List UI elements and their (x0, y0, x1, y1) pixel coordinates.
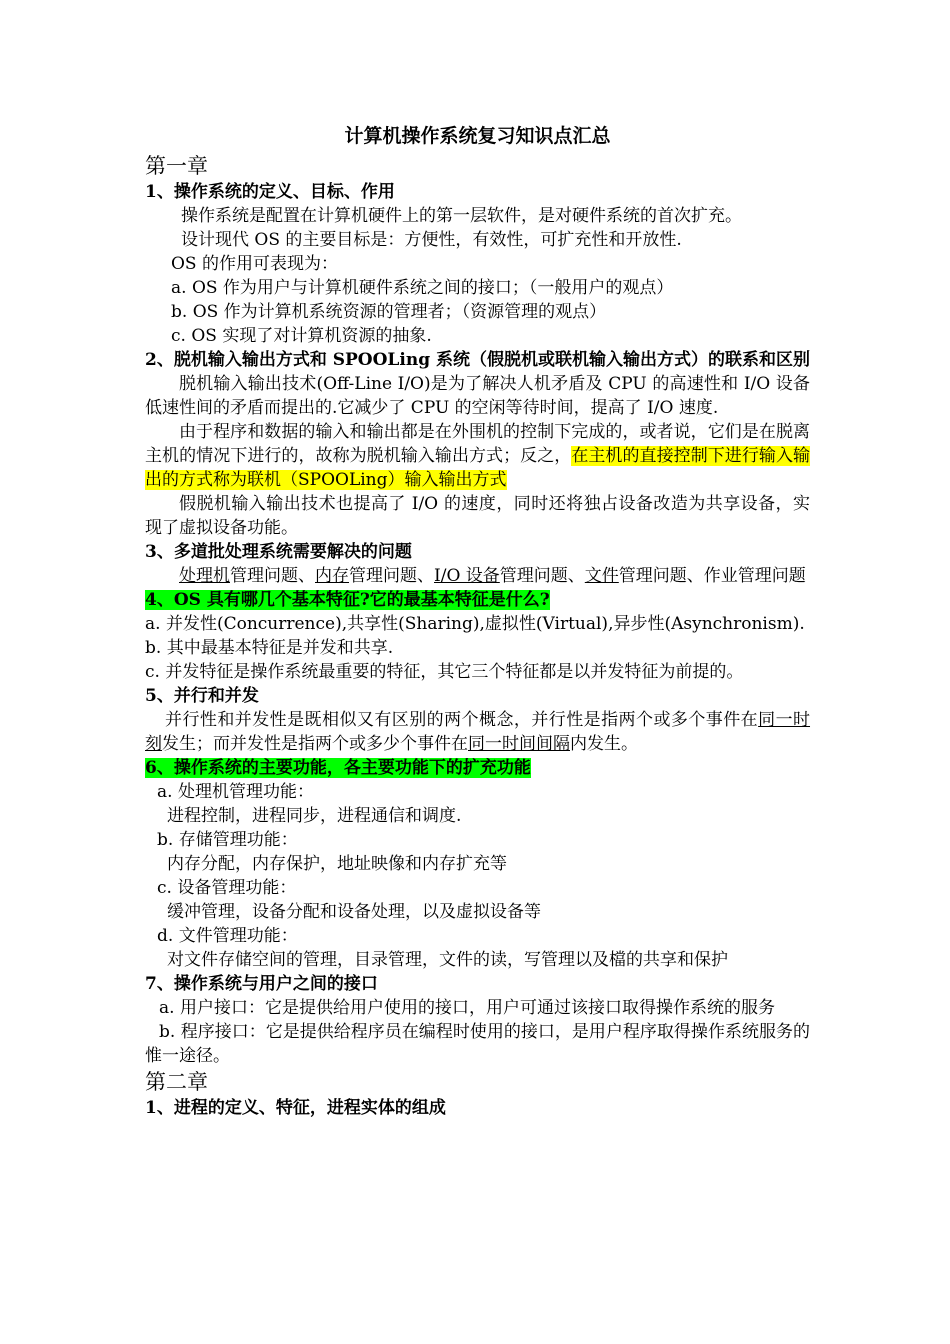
text-run: 管理问题、 (349, 566, 434, 586)
highlighted-text: 在主机的直接控制下进行输入输出的方式称为联机（SPOOLing）输入输出方式 (145, 446, 811, 490)
list-item: c. OS 实现了对计算机资源的抽象. (171, 326, 432, 346)
list-item: b. OS 作为计算机系统资源的管理者；（资源管理的观点） (171, 302, 607, 322)
chapter-2-label: 第二章 (145, 1070, 208, 1094)
list-item: a. 处理机管理功能： (157, 782, 314, 802)
underlined-text: 同一时刻 (145, 710, 811, 754)
paragraph (145, 708, 810, 756)
paragraph: 脱机输入输出技术(Off-Line I/O)是为了解决人机矛盾及 CPU 的高速性和 I/O 设备低速性间的矛盾而提出的.它减少了 CPU 的空闲等待时间，提高了 I/O 速度. (145, 374, 810, 418)
text-run: 管理问题、作业管理问题 (618, 566, 806, 586)
list-item: b. 程序接口：它是提供给程序员在编程时使用的接口，是用户程序取得操作系统服务的惟一途径。 (145, 1022, 810, 1066)
paragraph (145, 564, 810, 588)
highlighted-heading: 4、OS 具有哪几个基本特征?它的最基本特征是什么? (145, 590, 550, 610)
underlined-text: 同一时间间隔 (468, 734, 570, 754)
underlined-text: 文件 (584, 566, 619, 586)
section-heading: 1、进程的定义、特征，进程实体的组成 (145, 1098, 446, 1118)
highlighted-heading: 6、操作系统的主要功能，各主要功能下的扩充功能 (145, 758, 531, 778)
list-item-detail: 缓冲管理，设备分配和设备处理，以及虚拟设备等 (167, 902, 541, 922)
paragraph: 设计现代 OS 的主要目标是：方便性，有效性，可扩充性和开放性. (181, 230, 682, 250)
paragraph: OS 的作用可表现为： (171, 254, 338, 274)
text-run: 管理问题、 (230, 566, 315, 586)
list-item: a. 用户接口：它是提供给用户使用的接口，用户可通过该接口取得操作系统的服务 (159, 998, 775, 1018)
text-run: 由于程序和数据的输入和输出都是在外围机的控制下完成的，或者说，它们是在脱离主机的情况下进行的，故称为脱机输入输出方式；反之， (145, 422, 810, 466)
section-heading (145, 588, 810, 612)
underlined-text: 处理机 (179, 566, 230, 586)
document-title: 计算机操作系统复习知识点汇总 (344, 125, 611, 147)
chapter-1-label: 第一章 (145, 154, 208, 178)
section-heading (145, 756, 810, 780)
list-item-detail: 进程控制，进程同步，进程通信和调度. (167, 806, 462, 826)
section-heading: 5、并行和并发 (145, 686, 259, 706)
paragraph: 假脱机输入输出技术也提高了 I/O 的速度，同时还将独占设备改造为共享设备，实现了虚拟设备功能。 (145, 494, 810, 538)
list-item: a. OS 作为用户与计算机硬件系统之间的接口；（一般用户的观点） (171, 278, 674, 298)
paragraph (145, 420, 810, 492)
list-item: b. 其中最基本特征是并发和共享. (145, 638, 394, 658)
underlined-text: 内存 (315, 566, 349, 586)
section-heading: 3、多道批处理系统需要解决的问题 (145, 542, 412, 562)
section-heading: 1、操作系统的定义、目标、作用 (145, 182, 395, 202)
list-item-detail: 内存分配，内存保护，地址映像和内存扩充等 (167, 854, 507, 874)
section-heading: 7、操作系统与用户之间的接口 (145, 974, 378, 994)
text-run: 并行性和并发性是既相似又有区别的两个概念，并行性是指两个或多个事件在 (165, 710, 759, 730)
underlined-text: I/O 设备 (434, 566, 500, 586)
list-item: b. 存储管理功能： (157, 830, 298, 850)
list-item: c. 设备管理功能： (157, 878, 297, 898)
text-run: 管理问题、 (499, 566, 585, 586)
list-item-detail: 对文件存储空间的管理，目录管理，文件的读，写管理以及檔的共享和保护 (167, 950, 728, 970)
section-heading: 2、脱机输入输出方式和 SPOOLing 系统（假脱机或联机输入输出方式）的联系和区别 (145, 350, 810, 370)
list-item: d. 文件管理功能： (157, 926, 298, 946)
paragraph: 操作系统是配置在计算机硬件上的第一层软件，是对硬件系统的首次扩充。 (181, 206, 742, 226)
list-item: c. 并发特征是操作系统最重要的特征，其它三个特征都是以并发特征为前提的。 (145, 662, 744, 682)
text-run: 发生；而并发性是指两个或多少个事件在 (162, 734, 468, 754)
document-content (145, 120, 810, 1120)
list-item: a. 并发性(Concurrence),共享性(Sharing),虚拟性(Virtual),异步性(Asynchronism). (145, 614, 805, 634)
text-run: 内发生。 (570, 734, 638, 754)
